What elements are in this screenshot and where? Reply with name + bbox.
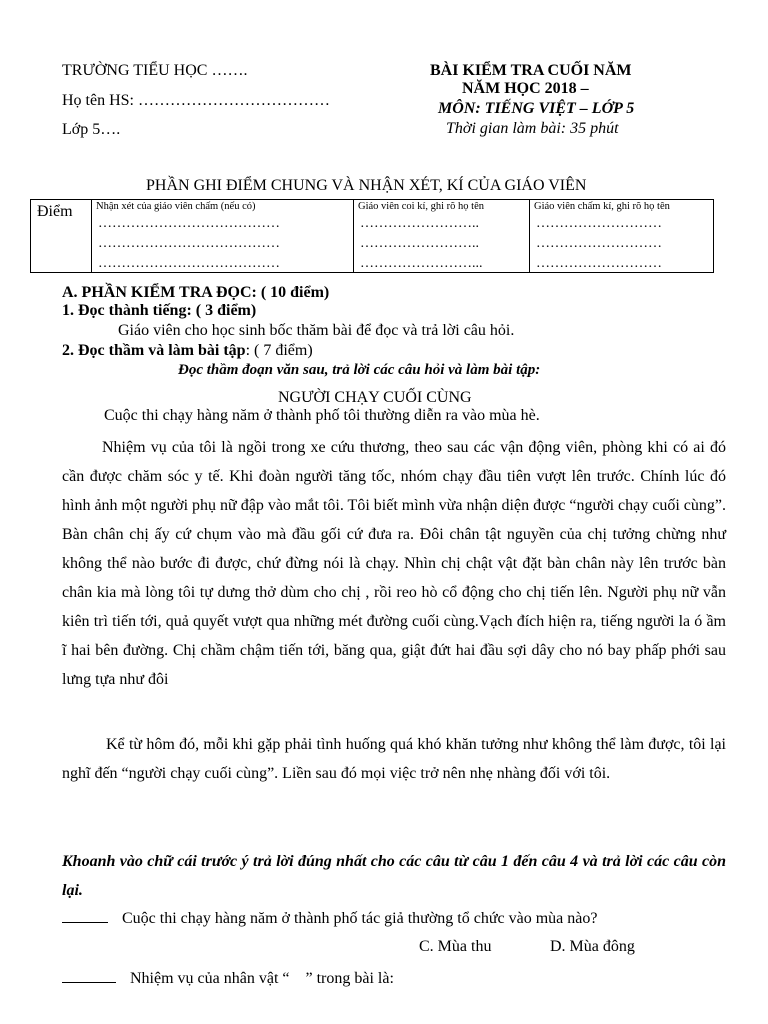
score-header: Điểm [37, 203, 73, 220]
subject: MÔN: TIẾNG VIỆT – LỚP 5 [438, 100, 635, 117]
proctor-cell [353, 200, 529, 272]
comment-cell [91, 200, 353, 272]
part2-points: : ( 7 điểm) [245, 342, 313, 359]
proctor-line: ……………………... [360, 256, 483, 271]
option-c: C. Mùa thu [419, 938, 492, 955]
grader-line: ……………………… [536, 256, 662, 271]
comment-line: ………………………………… [98, 216, 280, 231]
part1-text: Giáo viên cho học sinh bốc thăm bài để đọc và trả lời câu hỏi. [118, 322, 515, 339]
question-2-text-a: Nhiệm vụ của nhân vật “ [130, 970, 290, 987]
passage-paragraph-2: Nhiệm vụ của tôi là ngồi trong xe cứu thương, theo sau các vận động viên, phòng khi có ai đó cần được chăm sóc y tế. Khi đoàn người tăng tốc, nhóm chạy đầu tiên vượt lên trước. Chính lúc đó hình ảnh một người phụ nữ đập vào mắt tôi. Tôi biết mình vừa nhận diện được “người chạy cuối cùng”. Bàn chân chị ấy cứ chụm vào mà đầu gối cứ đưa ra. Đôi chân tật nguyền của chị tưởng chừng như không thể nào bước đi được, chứ đừng nói là chạy. Nhìn chị chật vật đặt bàn chân này lên trước bàn chân kia mà lòng tôi tự dưng thở dùm cho chị , rồi reo hò cổ động cho chị tiến lên. Người phụ nữ vẫn kiên trì tiến tới, quả quyết vượt qua những mét đường cuối cùng.Vạch đích hiện ra, tiếng người la ó ầm ĩ hai bên đường. Chị chầm chậm tiến tới, băng qua, giật đứt hai đầu sợi dây cho nó bay phấp phới sau lưng tựa như đôi [62, 439, 726, 688]
grade-section-title: PHẦN GHI ĐIỂM CHUNG VÀ NHẬN XÉT, KÍ CỦA GIÁO VIÊN [146, 177, 587, 194]
student-name-field: Họ tên HS: ……………………………… [62, 92, 330, 109]
part2-title: 2. Đọc thầm và làm bài tập [62, 342, 246, 359]
section-a-title: A. PHẦN KIỂM TRA ĐỌC: ( 10 điểm) [62, 284, 330, 301]
comment-line: ………………………………… [98, 236, 280, 251]
grader-line: ……………………… [536, 236, 662, 251]
grade-table [30, 199, 714, 273]
proctor-line: …………………….. [360, 236, 479, 251]
option-d: D. Mùa đông [550, 938, 635, 955]
proctor-header: Giáo viên coi kí, ghi rõ họ tên [358, 201, 484, 212]
passage-paragraph-3: Kể từ hôm đó, mỗi khi gặp phải tình huống quá khó khăn tưởng như không thể làm được, tôi lại nghĩ đến “người chạy cuối cùng”. Liền sau đó mọi việc trở nên nhẹ nhàng đối với tôi. [62, 736, 726, 782]
passage-title: NGƯỜI CHẠY CUỐI CÙNG [278, 389, 472, 406]
question-2 [62, 968, 394, 988]
exam-title: BÀI KIỂM TRA CUỐI NĂM [430, 62, 632, 79]
comment-line: ………………………………… [98, 256, 280, 271]
part2-heading [62, 342, 313, 360]
answer-blank[interactable] [62, 908, 108, 923]
reading-instruction: Đọc thầm đoạn văn sau, trả lời các câu hỏi và làm bài tập: [178, 362, 541, 378]
comment-header: Nhận xét của giáo viên chấm (nếu có) [96, 201, 256, 212]
grader-line: ……………………… [536, 216, 662, 231]
question-2-text-b: ” trong bài là: [305, 970, 394, 987]
questions-instruction: Khoanh vào chữ cái trước ý trả lời đúng nhất cho các câu từ câu 1 đến câu 4 và trả lời các câu còn lại. [62, 853, 726, 899]
part1-title: 1. Đọc thành tiếng: ( 3 điểm) [62, 302, 257, 319]
class-field: Lớp 5…. [62, 121, 121, 138]
question-1-text: Cuộc thi chạy hàng năm ở thành phố tác giả thường tổ chức vào mùa nào? [122, 910, 598, 927]
grader-cell [529, 200, 713, 272]
duration: Thời gian làm bài: 35 phút [446, 120, 619, 137]
answer-blank[interactable] [62, 968, 116, 983]
grader-header: Giáo viên chấm kí, ghi rõ họ tên [534, 201, 670, 212]
question-1 [62, 908, 597, 928]
school-name: TRƯỜNG TIỂU HỌC ……. [62, 62, 248, 79]
passage-paragraph-1: Cuộc thi chạy hàng năm ở thành phố tôi thường diễn ra vào mùa hè. [104, 407, 540, 424]
proctor-line: …………………….. [360, 216, 479, 231]
school-year: NĂM HỌC 2018 – [462, 80, 589, 97]
